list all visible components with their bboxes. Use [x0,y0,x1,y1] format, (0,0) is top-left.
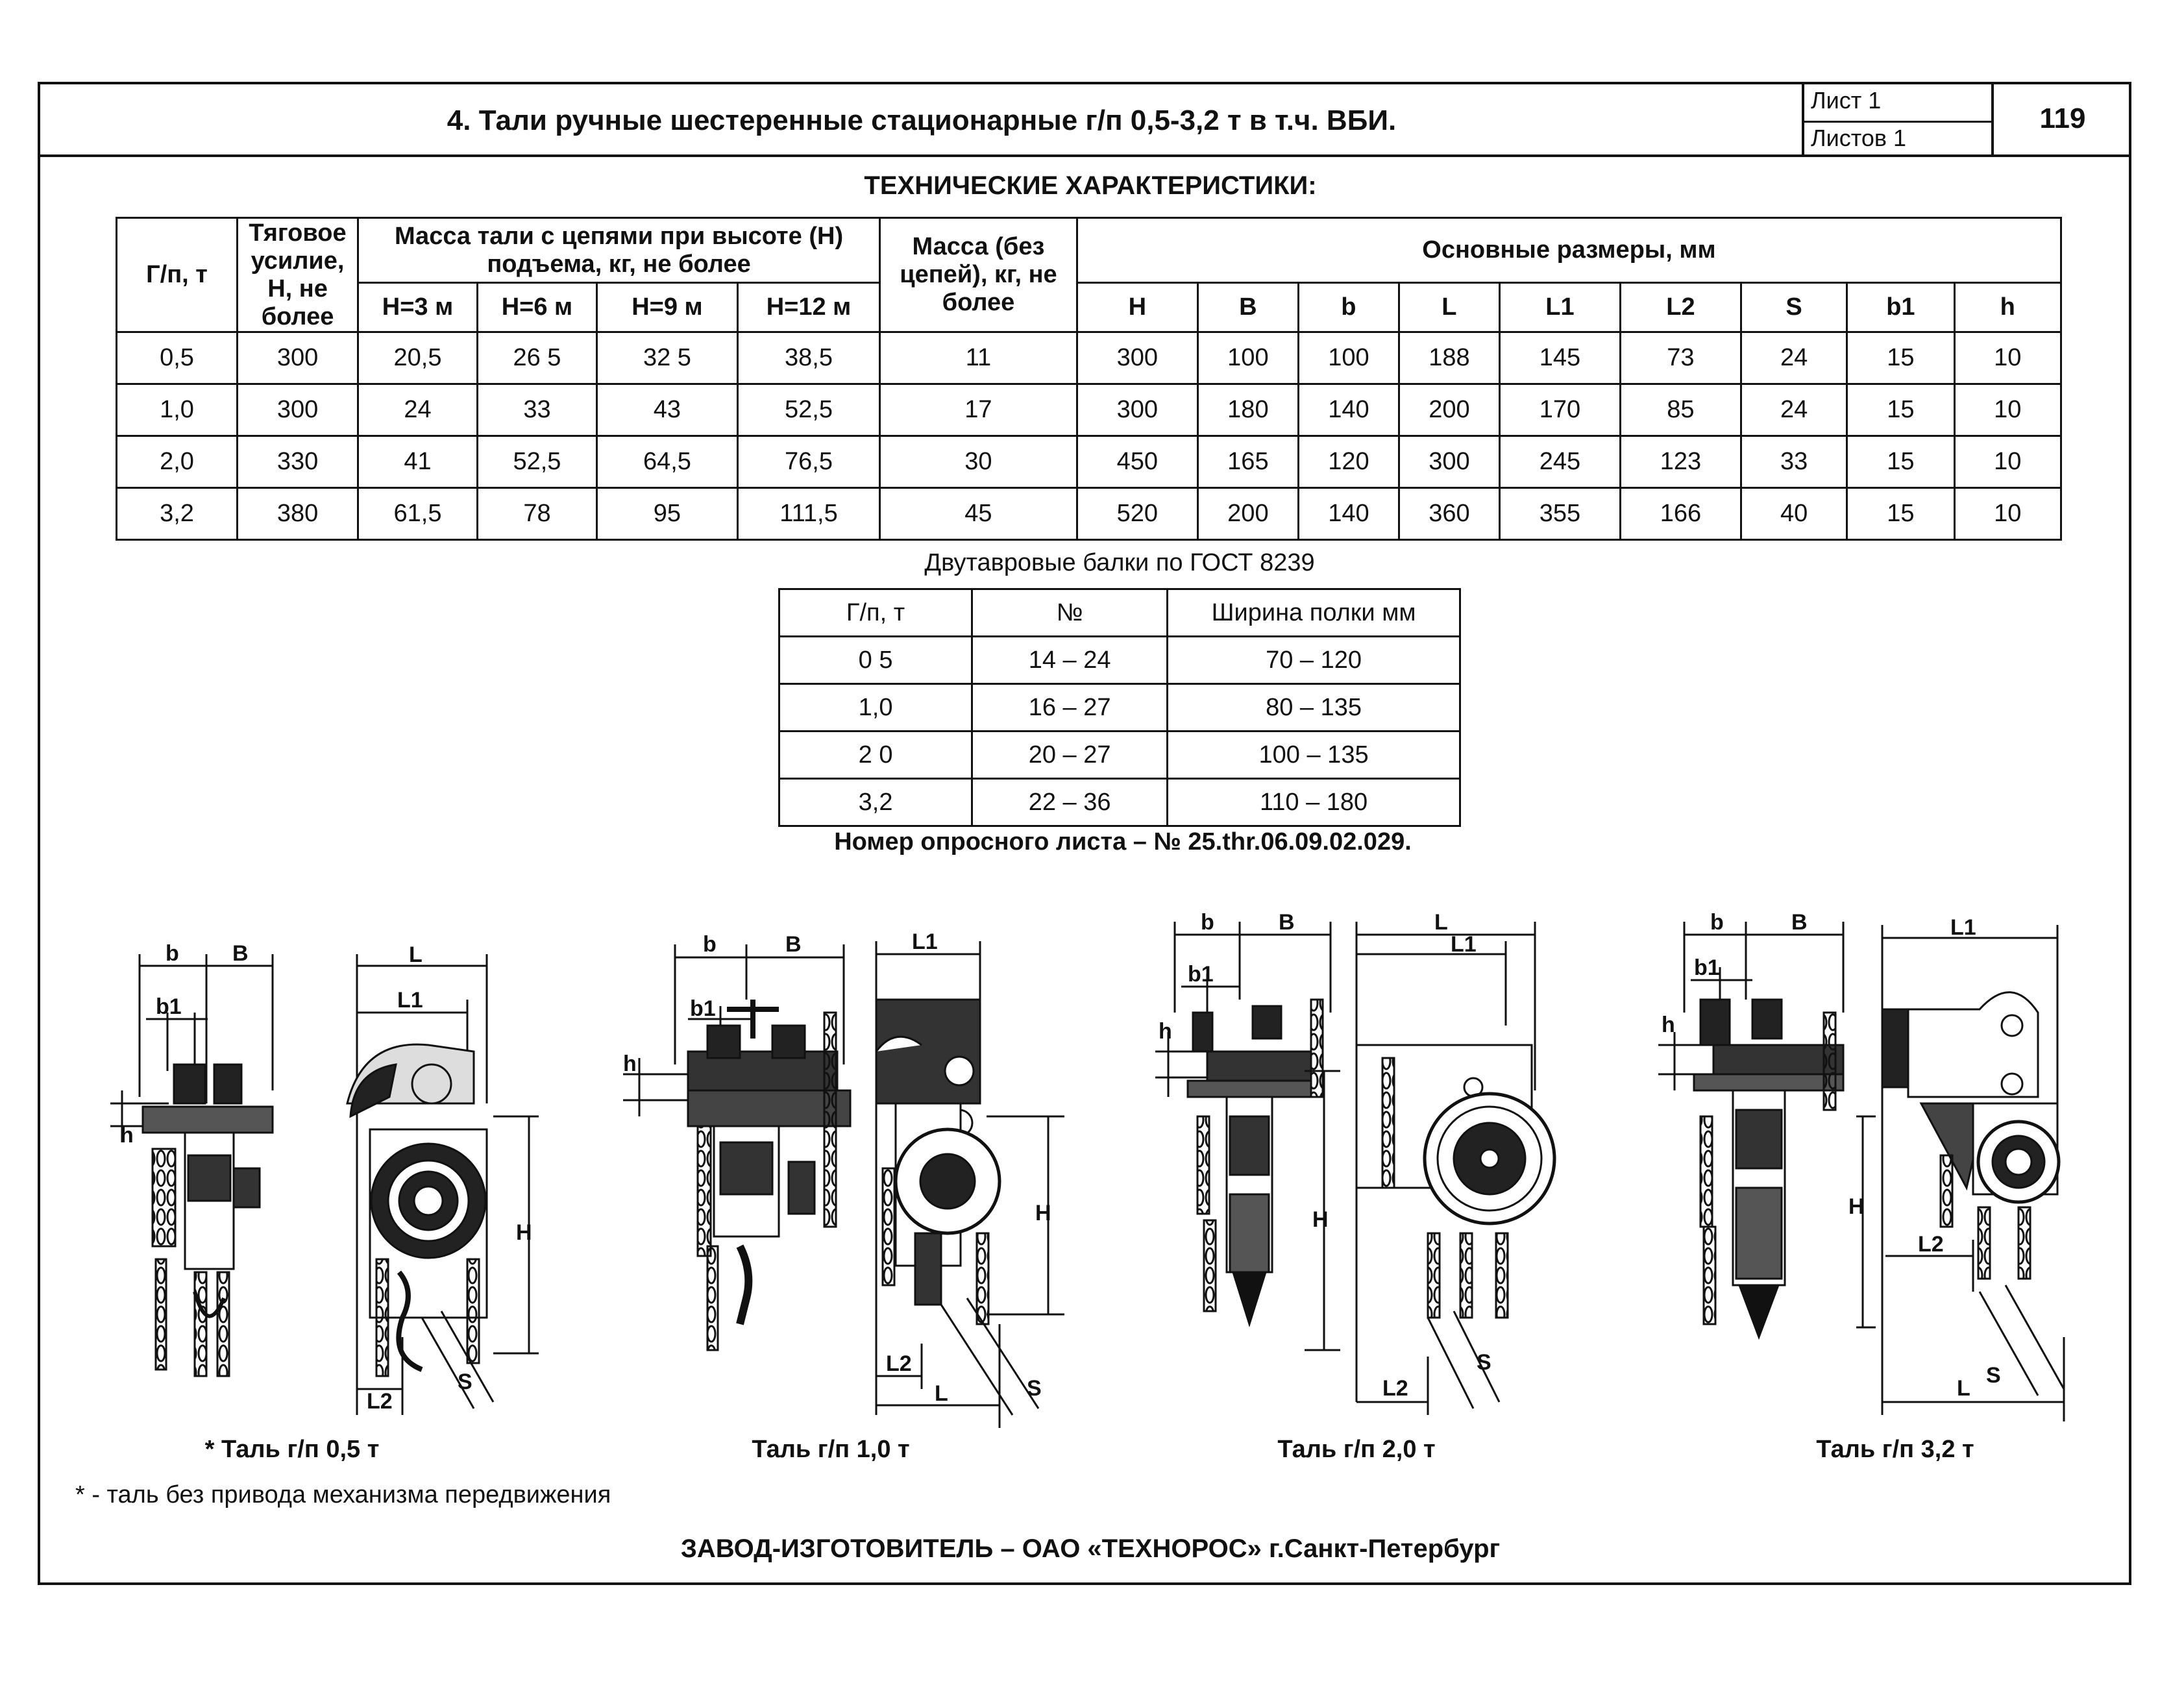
table-cell: 17 [880,384,1077,436]
dim-label-L1: L1 [912,929,938,954]
table-cell: 40 [1741,488,1847,540]
table-cell: 85 [1620,384,1741,436]
table-cell: 520 [1077,488,1197,540]
col-h9: Н=9 м [596,283,737,332]
table-cell: 45 [880,488,1077,540]
table-cell: 15 [1847,332,1954,384]
caption-hoist-3-2: Таль г/п 3,2 т [1816,1436,1974,1463]
table-cell: 3,2 [117,488,238,540]
table-cell: 200 [1399,384,1499,436]
drawing-hoist-2-0 [1155,922,1554,1415]
table-cell: 0,5 [117,332,238,384]
col-h12: Н=12 м [737,283,879,332]
dim-label-b1: b1 [690,996,716,1021]
section-title: ТЕХНИЧЕСКИЕ ХАРАКТЕРИСТИКИ: [864,171,1317,200]
table-cell: 78 [477,488,596,540]
table-cell: 180 [1197,384,1298,436]
table-cell: 10 [1954,488,2061,540]
col-dim-L1: L1 [1499,283,1620,332]
table-cell: 76,5 [737,436,879,488]
table-cell: 166 [1620,488,1741,540]
table-cell: 355 [1499,488,1620,540]
table-cell: 52,5 [737,384,879,436]
dim-label-h: h [1662,1013,1675,1037]
col-dim-L: L [1399,283,1499,332]
dim-label-L2: L2 [886,1351,912,1376]
table-cell: 300 [238,384,358,436]
table-cell: 24 [358,384,478,436]
col-mass-no-chain: Масса (без цепей), кг, не более [880,218,1077,332]
beams-col-capacity: Г/п, т [779,589,972,637]
col-dim-h: h [1954,283,2061,332]
table-cell: 52,5 [477,436,596,488]
table-cell: 100 [1197,332,1298,384]
table-cell: 43 [596,384,737,436]
table-cell: 380 [238,488,358,540]
table-cell: 170 [1499,384,1620,436]
table-cell: 300 [238,332,358,384]
table-cell: 2,0 [117,436,238,488]
dim-label-b1: b1 [156,994,182,1019]
dim-label-L1: L1 [1451,932,1477,957]
table-cell: 32 5 [596,332,737,384]
table-cell: 110 – 180 [1168,779,1460,826]
dim-label-H: H [1312,1207,1329,1232]
dim-label-b: b [703,932,717,957]
caption-hoist-0-5: * Таль г/п 0,5 т [204,1436,380,1463]
dim-label-L2: L2 [1382,1376,1408,1401]
table-cell: 15 [1847,436,1954,488]
col-capacity: Г/п, т [117,218,238,332]
dim-label-L2: L2 [1918,1232,1944,1257]
table-cell: 300 [1077,384,1197,436]
dim-label-h: h [623,1052,637,1076]
table-cell: 16 – 27 [972,684,1168,732]
table-cell: 10 [1954,436,2061,488]
table-cell: 120 [1298,436,1399,488]
table-cell: 33 [477,384,596,436]
dim-label-S: S [458,1370,472,1394]
table-cell: 0 5 [779,637,972,684]
col-dim-L2: L2 [1620,283,1741,332]
dim-label-L1: L1 [1950,915,1976,940]
dim-label-L: L [935,1381,948,1406]
beams-col-number: № [972,589,1168,637]
table-cell: 145 [1499,332,1620,384]
col-dim-b: b [1298,283,1399,332]
table-cell: 80 – 135 [1168,684,1460,732]
dim-label-L: L [409,942,423,967]
table-cell: 450 [1077,436,1197,488]
table-cell: 24 [1741,332,1847,384]
dim-label-b: b [166,941,179,966]
table-cell: 20 – 27 [972,732,1168,779]
table-cell: 24 [1741,384,1847,436]
dim-label-H: H [516,1220,532,1245]
col-h3: Н=3 м [358,283,478,332]
table-cell: 140 [1298,488,1399,540]
col-force: Тяговое усилие, Н, не более [238,218,358,332]
dim-label-H: H [1035,1201,1051,1225]
table-cell: 1,0 [779,684,972,732]
dim-label-L1: L1 [397,988,423,1013]
dim-label-L: L [1957,1376,1970,1401]
dim-label-S: S [1027,1376,1042,1401]
col-dim-S: S [1741,283,1847,332]
table-cell: 200 [1197,488,1298,540]
dim-label-L: L [1434,910,1448,935]
col-dim-H: H [1077,283,1197,332]
col-dim-B: B [1197,283,1298,332]
dim-label-B: B [232,941,249,966]
table-cell: 300 [1399,436,1499,488]
col-mass-group: Масса тали с цепями при высоте (Н) подъема, кг, не более [358,218,880,283]
caption-hoist-1-0: Таль г/п 1,0 т [752,1436,910,1463]
footnote: * - таль без привода механизма передвижения [75,1481,611,1508]
table-cell: 10 [1954,332,2061,384]
table-cell: 61,5 [358,488,478,540]
document-title: 4. Тали ручные шестеренные стационарные г/п 0,5-3,2 т в т.ч. ВБИ. [447,105,1397,136]
beams-title: Двутавровые балки по ГОСТ 8239 [924,549,1315,576]
table-cell: 11 [880,332,1077,384]
sheet-label: Лист 1 [1811,87,1882,114]
table-cell: 300 [1077,332,1197,384]
caption-hoist-2-0: Таль г/п 2,0 т [1277,1436,1436,1463]
dim-label-B: B [1279,910,1295,935]
table-cell: 73 [1620,332,1741,384]
table-cell: 111,5 [737,488,879,540]
dim-label-b: b [1201,910,1214,935]
drawing-hoist-3-2 [1658,922,2064,1421]
beams-col-width: Ширина полки мм [1168,589,1460,637]
dim-label-S: S [1477,1350,1491,1375]
table-cell: 1,0 [117,384,238,436]
dim-label-b1: b1 [1188,962,1214,987]
col-dim-b1: b1 [1847,283,1954,332]
dim-label-H: H [1848,1194,1865,1219]
table-cell: 3,2 [779,779,972,826]
manufacturer: ЗАВОД-ИЗГОТОВИТЕЛЬ – ОАО «ТЕХНОРОС» г.Санкт-Петербург [680,1534,1501,1563]
table-cell: 245 [1499,436,1620,488]
table-cell: 26 5 [477,332,596,384]
table-cell: 123 [1620,436,1741,488]
table-cell: 360 [1399,488,1499,540]
dim-label-b: b [1710,910,1724,935]
table-cell: 30 [880,436,1077,488]
table-cell: 38,5 [737,332,879,384]
table-cell: 15 [1847,384,1954,436]
table-cell: 100 – 135 [1168,732,1460,779]
dim-label-B: B [1791,910,1808,935]
table-cell: 165 [1197,436,1298,488]
table-cell: 20,5 [358,332,478,384]
table-cell: 2 0 [779,732,972,779]
dim-label-h: h [120,1123,134,1148]
table-cell: 10 [1954,384,2061,436]
table-cell: 15 [1847,488,1954,540]
col-h6: Н=6 м [477,283,596,332]
table-cell: 41 [358,436,478,488]
table-cell: 140 [1298,384,1399,436]
table-cell: 100 [1298,332,1399,384]
page-number: 119 [2039,103,2086,134]
questionnaire-number: Номер опросного листа – № 25.thr.06.09.02.029. [834,828,1412,855]
table-cell: 64,5 [596,436,737,488]
table-cell: 188 [1399,332,1499,384]
table-cell: 95 [596,488,737,540]
dim-label-b1: b1 [1694,955,1720,980]
dim-label-B: B [785,932,802,957]
table-cell: 70 – 120 [1168,637,1460,684]
table-cell: 14 – 24 [972,637,1168,684]
dim-label-L2: L2 [367,1389,393,1414]
drawing-hoist-0-5 [110,954,539,1415]
dim-label-S: S [1986,1363,2001,1388]
table-cell: 330 [238,436,358,488]
table-cell: 33 [1741,436,1847,488]
col-dims-group: Основные размеры, мм [1077,218,2061,283]
drawing-hoist-1-0 [623,941,1064,1428]
table-cell: 22 – 36 [972,779,1168,826]
dim-label-h: h [1159,1019,1172,1044]
sheets-count-label: Листов 1 [1811,125,1906,151]
